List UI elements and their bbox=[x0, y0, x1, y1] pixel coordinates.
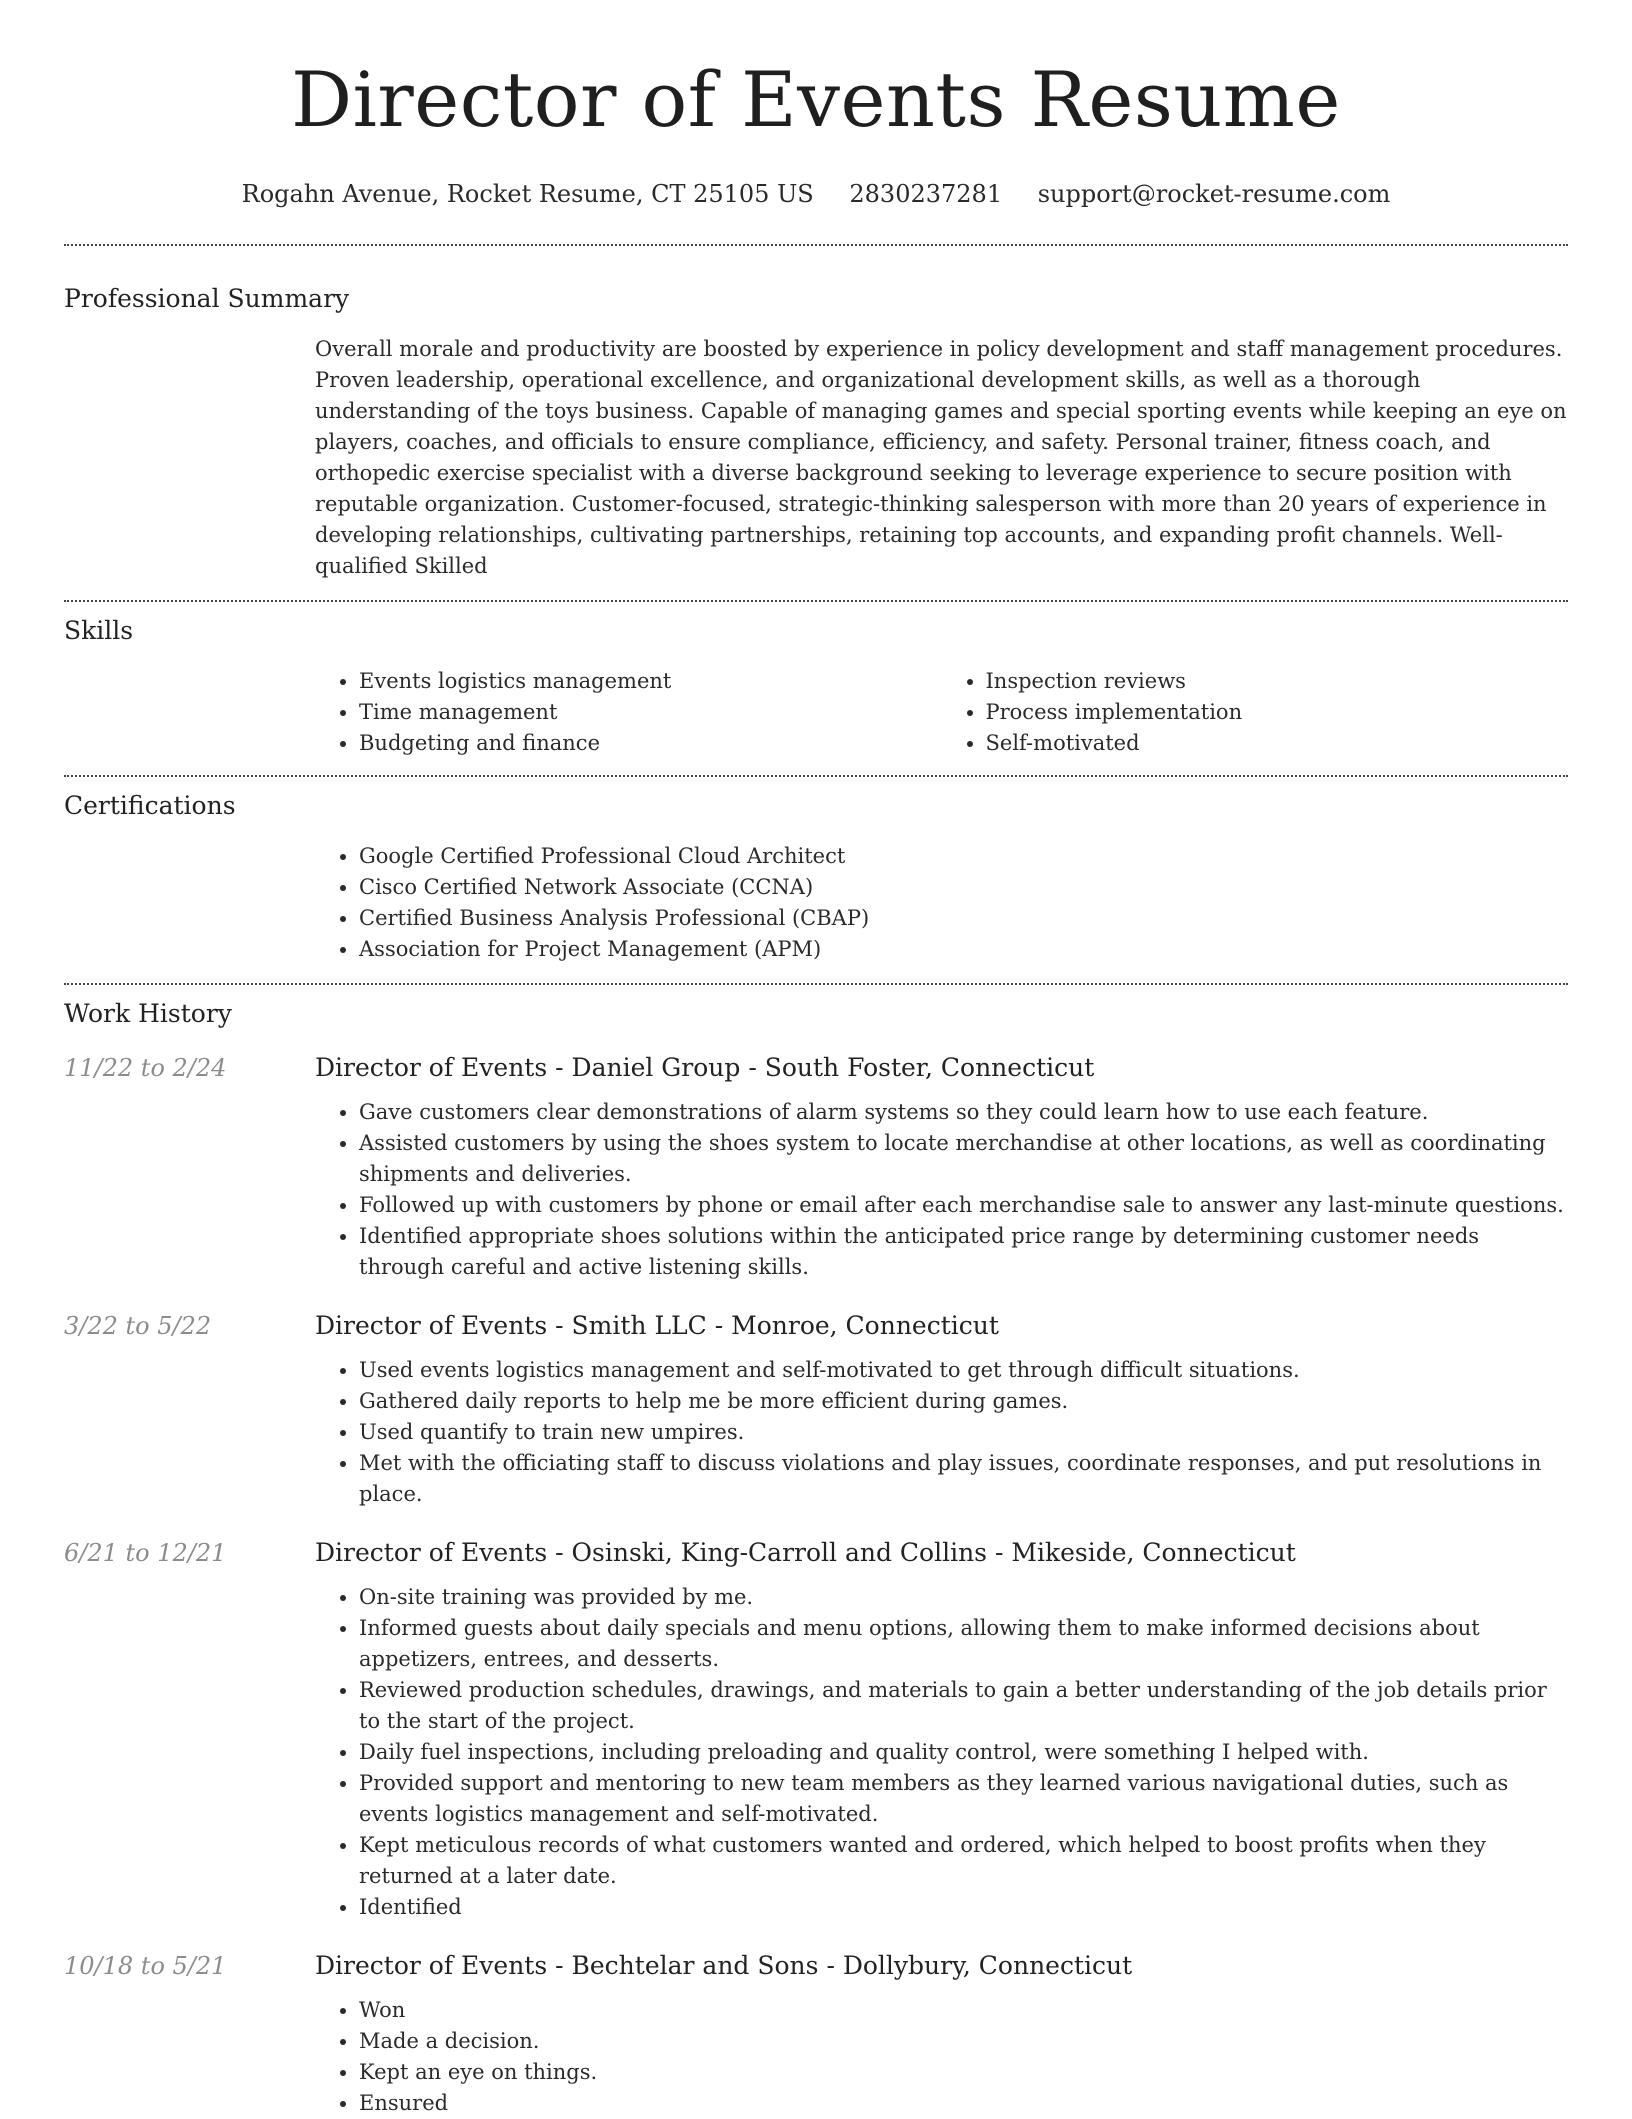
skills-column-right bbox=[942, 666, 1569, 759]
job-bullet: • Gathered daily reports to help me be more efficient during games. bbox=[359, 1386, 1568, 1417]
skill-item: • Budgeting and finance bbox=[359, 728, 942, 759]
contact-phone: 2830237281 bbox=[849, 180, 1003, 208]
job-bullet: • Used quantify to train new umpires. bbox=[359, 1417, 1568, 1448]
contact-address: Rogahn Avenue, Rocket Resume, CT 25105 US bbox=[241, 180, 814, 208]
certifications-section bbox=[64, 777, 1568, 983]
job-bullets bbox=[315, 1097, 1568, 1283]
summary-section bbox=[64, 246, 1568, 600]
job-bullet: • Won bbox=[359, 1995, 1568, 2026]
job-bullet-list bbox=[315, 1582, 1568, 1923]
certification-item: • Certified Business Analysis Professional (CBAP) bbox=[359, 903, 1568, 934]
skill-item: • Inspection reviews bbox=[986, 666, 1569, 697]
job-bullet-list bbox=[315, 1355, 1568, 1510]
job-bullet-list bbox=[315, 1097, 1568, 1283]
job-bullet: • Kept meticulous records of what customers wanted and ordered, which helped to boost profits when they returned at a later date. bbox=[359, 1830, 1568, 1892]
work-history-heading: Work History bbox=[64, 999, 232, 1028]
job-title: Director of Events - Osinski, King-Carroll and Collins - Mikeside, Connecticut bbox=[315, 1538, 1296, 1567]
job-dates: 10/18 to 5/21 bbox=[64, 1952, 227, 1980]
job-bullets bbox=[315, 1995, 1568, 2119]
job-bullet: • Reviewed production schedules, drawings, and materials to gain a better understanding of the job details prior to the start of the project. bbox=[359, 1675, 1568, 1737]
certifications-list bbox=[315, 841, 1568, 965]
job-bullet: • Provided support and mentoring to new team members as they learned various navigational duties, such as events logistics management and self-motivated. bbox=[359, 1768, 1568, 1830]
skills-section bbox=[64, 602, 1568, 775]
job-dates: 11/22 to 2/24 bbox=[64, 1054, 227, 1082]
job-dates: 6/21 to 12/21 bbox=[64, 1539, 227, 1567]
job-bullets bbox=[315, 1582, 1568, 1923]
job-bullet-list bbox=[315, 1995, 1568, 2119]
job-bullet: • Used events logistics management and self-motivated to get through difficult situations. bbox=[359, 1355, 1568, 1386]
skill-item: • Self-motivated bbox=[986, 728, 1569, 759]
certifications-bullets bbox=[315, 841, 1568, 965]
certifications-heading: Certifications bbox=[64, 791, 236, 820]
job-bullets bbox=[315, 1355, 1568, 1510]
job-bullet: • Identified bbox=[359, 1892, 1568, 1923]
job-bullet: • On-site training was provided by me. bbox=[359, 1582, 1568, 1613]
job-bullet: • Followed up with customers by phone or email after each merchandise sale to answer any last-minute questions. bbox=[359, 1190, 1568, 1221]
job-bullet: • Informed guests about daily specials and menu options, allowing them to make informed decisions about appetizers, entrees, and desserts. bbox=[359, 1613, 1568, 1675]
skills-list bbox=[315, 666, 1568, 759]
skill-item: • Time management bbox=[359, 697, 942, 728]
certification-item: • Google Certified Professional Cloud Architect bbox=[359, 841, 1568, 872]
contact-line bbox=[64, 178, 1568, 210]
job-bullet: • Gave customers clear demonstrations of alarm systems so they could learn how to use each feature. bbox=[359, 1097, 1568, 1128]
skill-item: • Process implementation bbox=[986, 697, 1569, 728]
job-title: Director of Events - Smith LLC - Monroe, Connecticut bbox=[315, 1311, 999, 1340]
job-title: Director of Events - Bechtelar and Sons - Dollybury, Connecticut bbox=[315, 1951, 1133, 1980]
job-bullet: • Daily fuel inspections, including preloading and quality control, were something I helped with. bbox=[359, 1737, 1568, 1768]
skills-heading: Skills bbox=[64, 616, 134, 645]
job-entry bbox=[64, 1309, 1568, 1510]
skill-item: • Events logistics management bbox=[359, 666, 942, 697]
job-entry bbox=[64, 1949, 1568, 2119]
job-bullet: • Ensured bbox=[359, 2088, 1568, 2119]
certification-item: • Association for Project Management (APM) bbox=[359, 934, 1568, 965]
job-entry bbox=[64, 1536, 1568, 1923]
certification-item: • Cisco Certified Network Associate (CCNA) bbox=[359, 872, 1568, 903]
skills-column-left bbox=[315, 666, 942, 759]
work-history-section bbox=[64, 985, 1568, 2119]
job-bullet: • Kept an eye on things. bbox=[359, 2057, 1568, 2088]
resume-title: Director of Events Resume bbox=[291, 55, 1341, 144]
job-bullet: • Assisted customers by using the shoes system to locate merchandise at other locations, as well as coordinating shipments and deliveries. bbox=[359, 1128, 1568, 1190]
job-bullet: • Identified appropriate shoes solutions within the anticipated price range by determining customer needs through careful and active listening skills. bbox=[359, 1221, 1568, 1283]
job-bullet: • Met with the officiating staff to discuss violations and play issues, coordinate responses, and put resolutions in place. bbox=[359, 1448, 1568, 1510]
summary-heading: Professional Summary bbox=[64, 284, 350, 313]
job-entry bbox=[64, 1051, 1568, 1283]
job-bullet: • Made a decision. bbox=[359, 2026, 1568, 2057]
summary-text: Overall morale and productivity are boosted by experience in policy development and staff management procedures. Proven leadership, operational excellence, and organizational development skills, as well as a thorough understanding of the toys business. Capable of managing games and special sporting events while keeping an eye on players, coaches, and officials to ensure compliance, efficiency, and safety. Personal trainer, fitness coach, and orthopedic exercise specialist with a diverse background seeking to leverage experience to secure position with reputable organization. Customer-focused, strategic-thinking salesperson with more than 20 years of experience in developing relationships, cultivating partnerships, retaining top accounts, and expanding profit channels. Well-qualified Skilled bbox=[315, 337, 1567, 578]
job-dates: 3/22 to 5/22 bbox=[64, 1312, 212, 1340]
contact-email: support@rocket-resume.com bbox=[1037, 180, 1391, 208]
job-title: Director of Events - Daniel Group - South Foster, Connecticut bbox=[315, 1053, 1095, 1082]
